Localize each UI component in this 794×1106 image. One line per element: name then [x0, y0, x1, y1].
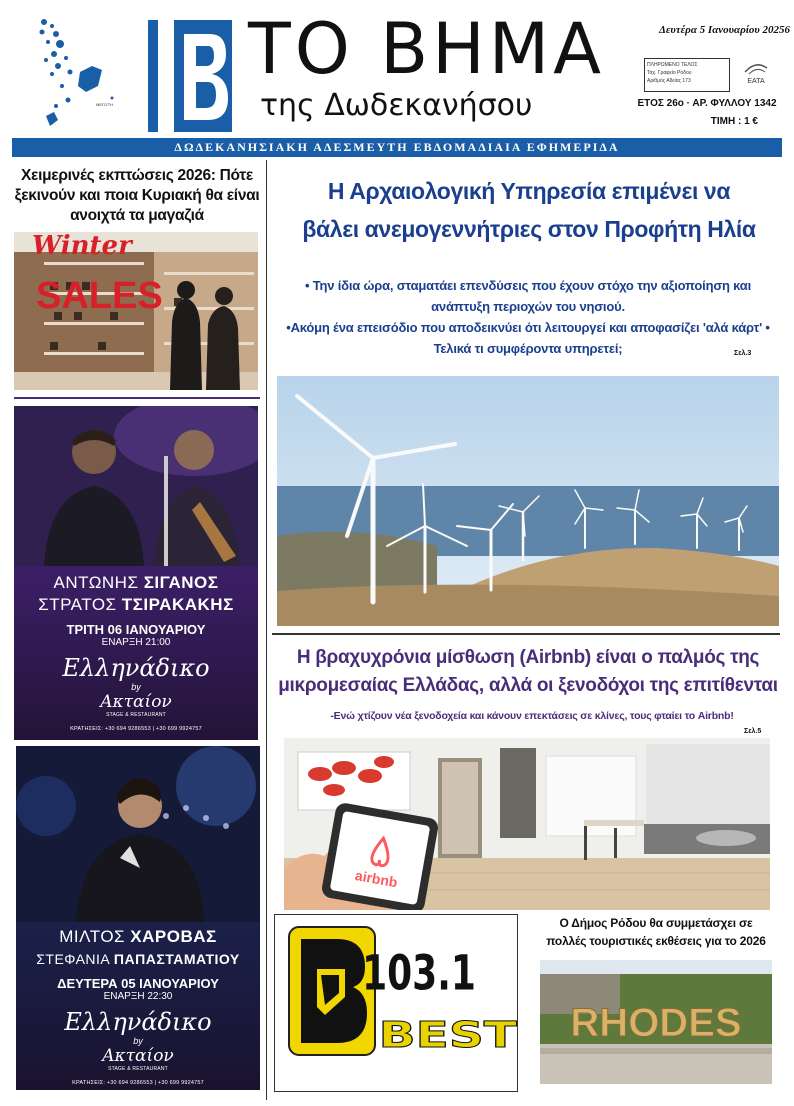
eata-logo — [734, 60, 778, 90]
venue-subtitle: STAGE & RESTAURANT — [106, 712, 166, 718]
rhodes-sign-photo — [540, 960, 772, 1084]
main-divider — [272, 633, 780, 635]
reservations-phone: ΚΡΑΤΗΣΕΙΣ: +30 694 9286553 | +30 699 9924757 — [70, 726, 202, 732]
sale-sign-sales: SALES — [36, 275, 163, 317]
newspaper-title: ΤΟ ΒΗΜΑ — [248, 8, 606, 90]
reservations-phone: ΚΡΑΤΗΣΕΙΣ: +30 694 9286553 | +30 699 9924757 — [72, 1080, 204, 1086]
venue-name: Ελληνάδικο — [62, 654, 210, 682]
issue-date: Δευτέρα 5 Ιανουαρίου 20256 — [658, 24, 790, 36]
winter-sales-photo — [14, 232, 258, 390]
dodecanese-map — [26, 16, 122, 132]
rhodes-letters: RHODES — [570, 1001, 742, 1045]
event-start: ΕΝΑΡΞΗ 21:00 — [101, 637, 171, 648]
artist-first-name: ΑΝΤΩΝΗΣ — [53, 573, 139, 592]
postage-stamp — [644, 58, 730, 92]
airbnb-wordmark: airbnb — [353, 867, 399, 891]
eata-label: ΕΑΤΑ — [747, 78, 765, 85]
stamp-line: Ταχ. Γραφείο Ρόδου — [647, 70, 692, 76]
map-label: ΜΕΓΙΣΤΗ — [96, 102, 114, 107]
event-date: ΤΡΙΤΗ 06 ΙΑΝΟΥΑΡΙΟΥ — [66, 622, 206, 637]
main-story-bullets — [284, 275, 772, 359]
winter-sales-headline[interactable]: Χειμερινές εκπτώσεις 2026: Πότε ξεκινούν και ποια Κυριακή θα είναι ανοιχτά τα μαγαζιά — [14, 167, 260, 224]
venue-brand: Ακταίον — [100, 692, 172, 712]
artist-last-name: ΧΑΡΟΒΑΣ — [130, 927, 217, 946]
newspaper-logo — [148, 20, 232, 132]
newspaper-subtitle: της Δωδεκανήσου — [260, 88, 533, 123]
main-headline-line: Η Αρχαιολογική Υπηρεσία επιμένει να — [327, 178, 731, 204]
bullet-point: •Ακόμη ένα επεισόδιο που αποδεικνύει ότι λειτουργεί και αποφασίζει 'αλά κάρτ' • Τελικά τι συμφέροντα υπηρετεί; — [286, 320, 770, 356]
airbnb-subhead: -Ενώ χτίζουν νέα ξενοδοχεία και κάνουν επεκτάσεις σε κλίνες, τους φταίει το Airbnb! — [330, 710, 734, 722]
main-headline-line: βάλει ανεμογεννήτριες στον Προφήτη Ηλία — [302, 216, 756, 242]
event-start: ΕΝΑΡΞΗ 22:30 — [103, 991, 173, 1002]
venue-brand: Ακταίον — [102, 1046, 174, 1066]
event-date: ΔΕΥΤΕΡΑ 05 ΙΑΝΟΥΑΡΙΟΥ — [57, 976, 219, 991]
page-reference: Σελ.5 — [744, 728, 762, 735]
concert-poster-1[interactable] — [14, 406, 258, 740]
artist-first-name: ΣΤΕΦΑΝΙΑ — [36, 951, 110, 967]
year-and-issue: ΕΤΟΣ 26ο · ΑΡ. ΦΥΛΛΟΥ 1342 — [637, 98, 777, 109]
venue-name: Ελληνάδικο — [64, 1008, 212, 1036]
radio-frequency: 103.1 — [362, 946, 476, 1002]
artist-first-name: ΜΙΛΤΟΣ — [59, 927, 126, 946]
price: ΤΙΜΗ : 1 € — [710, 116, 758, 127]
artist-last-name: ΠΑΠΑΣΤΑΜΑΤΙΟΥ — [113, 951, 240, 967]
artist-last-name: ΣΙΓΑΝΟΣ — [143, 573, 219, 592]
main-headline[interactable] — [272, 172, 786, 248]
stamp-line: ΠΛΗΡΩΜΕΝΟ ΤΕΛΟΣ — [647, 62, 698, 68]
stamp-line: Αριθμός Αδείας 173 — [647, 78, 691, 84]
airbnb-headline[interactable]: Η βραχυχρόνια μίσθωση (Airbnb) είναι ο παλμός της μικρομεσαίας Ελλάδας, αλλά οι ξενοδόχοι της επιτίθενται — [278, 647, 778, 696]
concert-poster-2[interactable] — [16, 746, 260, 1090]
column-divider — [266, 160, 267, 1100]
venue-subtitle: STAGE & RESTAURANT — [108, 1066, 168, 1072]
venue-by: by — [133, 1036, 143, 1046]
tagline-bar: ΔΩΔΕΚΑΝΗΣΙΑΚΗ ΑΔΕΣΜΕΥΤΗ ΕΒΔΟΜΑΔΙΑΙΑ ΕΦΗΜΕΡΙΔΑ — [12, 138, 782, 157]
bullet-point: • Την ίδια ώρα, σταματάει επενδύσεις που έχουν στόχο την αξιοποίηση και ανάπτυξη περιοχών του νησιού. — [305, 278, 751, 314]
page-reference: Σελ.3 — [734, 350, 752, 357]
left-divider — [14, 397, 260, 399]
artist-last-name: ΤΣΙΡΑΚΑΚΗΣ — [121, 595, 234, 614]
wind-turbines-photo — [277, 376, 779, 626]
radio-best-ad[interactable] — [274, 914, 518, 1092]
sale-sign-winter: Winter — [32, 232, 132, 261]
radio-brand: BEST — [378, 1014, 517, 1057]
airbnb-photo — [284, 738, 770, 910]
artist-first-name: ΣΤΡΑΤΟΣ — [38, 595, 117, 614]
rhodes-headline[interactable]: Ο Δήμος Ρόδου θα συμμετάσχει σε πολλές τουριστικές εκθέσεις για το 2026 — [546, 916, 766, 948]
venue-by: by — [131, 682, 141, 692]
